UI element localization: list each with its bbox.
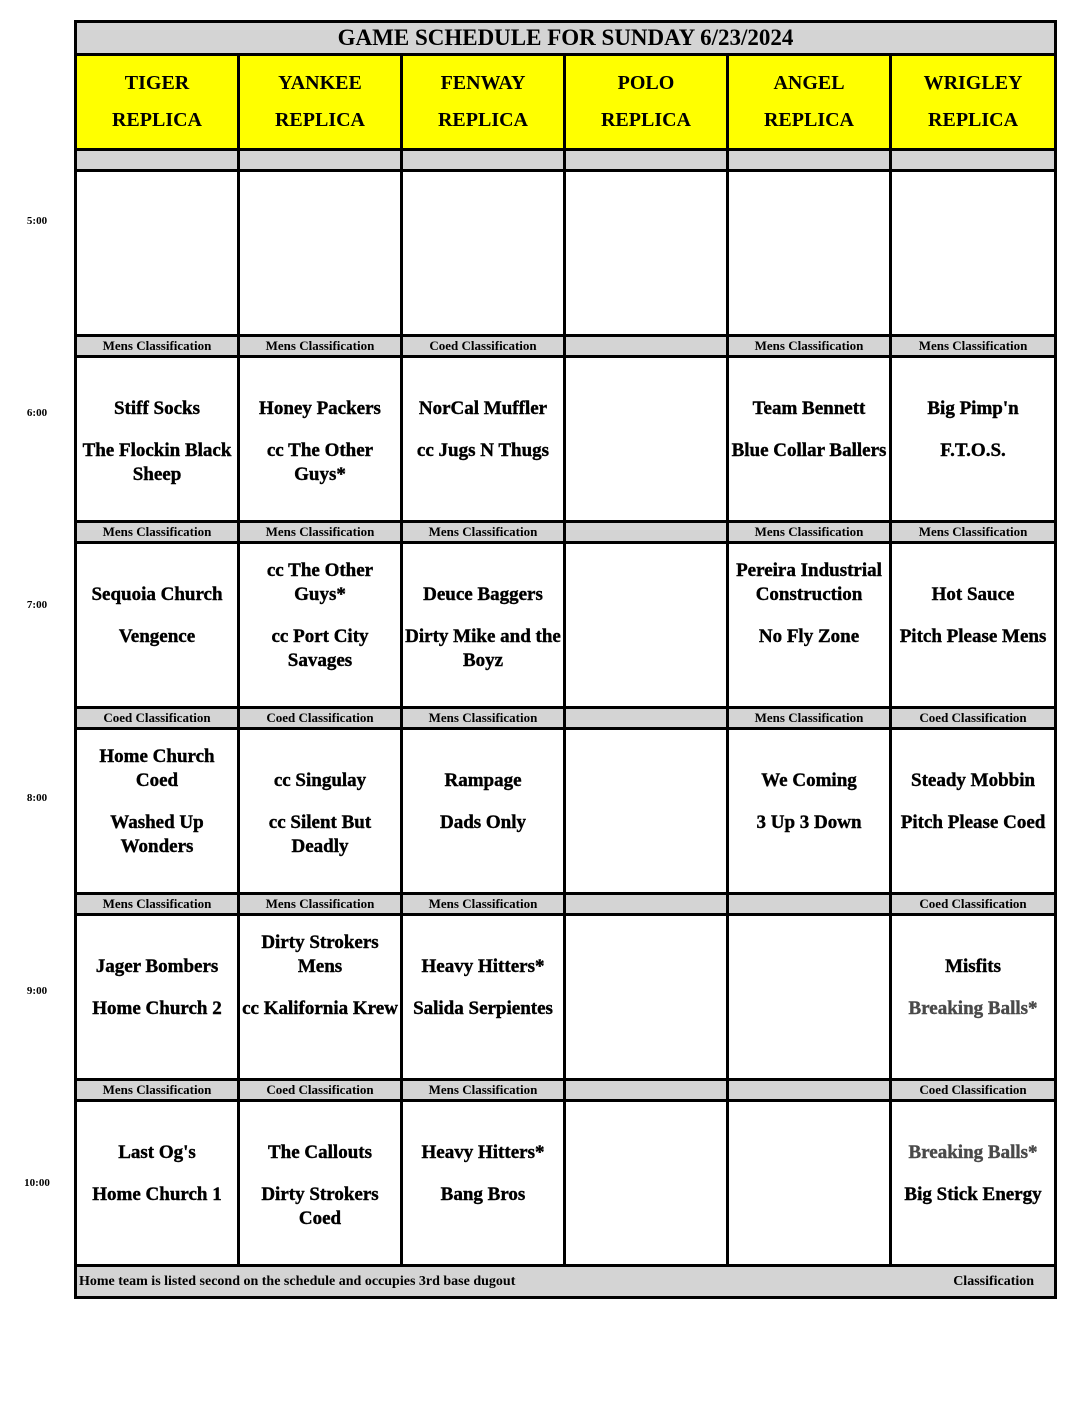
- away-team-name: Misfits: [945, 956, 1001, 977]
- game-cell: [565, 357, 728, 522]
- away-team-name: Steady Mobbin: [911, 770, 1036, 791]
- home-team-name: Salida Serpientes: [413, 998, 553, 1019]
- spacer-cell: [565, 150, 728, 171]
- empty-slot: [566, 730, 726, 892]
- classification-label: Mens Classification: [239, 894, 402, 915]
- game-cell: [728, 543, 891, 708]
- time-label-7: 7:00: [26, 599, 48, 611]
- game-cell: [891, 171, 1056, 336]
- game-cell: [891, 1101, 1056, 1266]
- away-team: [729, 544, 889, 625]
- away-team-name: Pereira Industrial Construction: [736, 560, 882, 605]
- empty-slot: [892, 172, 1054, 334]
- away-team-name: We Coming: [761, 770, 857, 791]
- game-cell: [402, 915, 565, 1080]
- game-cell: [239, 171, 402, 336]
- game-cell: [402, 729, 565, 894]
- game-cell: [402, 171, 565, 336]
- schedule-sheet: [74, 20, 1054, 1299]
- home-team-name: Pitch Please Mens: [899, 626, 1047, 647]
- away-team-name: Team Bennett: [752, 398, 866, 419]
- game-cell: [565, 171, 728, 336]
- classification-row: [76, 522, 1056, 543]
- classification-label: [728, 894, 891, 915]
- classification-label: [728, 1080, 891, 1101]
- footer-cell: [76, 1266, 1056, 1298]
- classification-label: Coed Classification: [891, 1080, 1056, 1101]
- venue-row: [76, 55, 1056, 150]
- away-team-name: Deuce Baggers: [423, 584, 543, 605]
- game-cell: [565, 543, 728, 708]
- schedule-title: GAME SCHEDULE FOR SUNDAY 6/23/2024: [76, 22, 1056, 55]
- home-team-name: The Flockin Black Sheep: [82, 440, 232, 485]
- away-team: [77, 1102, 237, 1183]
- empty-slot: [240, 172, 400, 334]
- away-team: [77, 916, 237, 997]
- game-cell: [76, 915, 239, 1080]
- classification-label: Mens Classification: [728, 708, 891, 729]
- home-team: [729, 439, 889, 520]
- home-team: [77, 811, 237, 892]
- home-team-name: 3 Up 3 Down: [756, 812, 862, 833]
- away-team-name: Heavy Hitters*: [421, 956, 545, 977]
- game-cell: [239, 543, 402, 708]
- game-cell: [728, 1101, 891, 1266]
- game-cell: [402, 1101, 565, 1266]
- home-team-name: cc Port City Savages: [271, 626, 369, 671]
- home-team-name: Home Church 1: [92, 1184, 222, 1205]
- empty-slot: [566, 358, 726, 520]
- away-team: [892, 916, 1054, 997]
- game-cell: [891, 543, 1056, 708]
- empty-slot: [77, 172, 237, 334]
- classification-label: Coed Classification: [891, 894, 1056, 915]
- game-cell: [565, 729, 728, 894]
- classification-label: Mens Classification: [76, 522, 239, 543]
- game-cell: [891, 729, 1056, 894]
- home-team-name: cc Jugs N Thugs: [416, 440, 550, 461]
- spacer-cell: [728, 150, 891, 171]
- away-team: [240, 544, 400, 625]
- away-team: [77, 358, 237, 439]
- home-team-name: Big Stick Energy: [904, 1184, 1042, 1205]
- game-row: [76, 1101, 1056, 1266]
- classification-label: Mens Classification: [402, 1080, 565, 1101]
- time-label-8: 8:00: [26, 792, 48, 804]
- away-team-name: Dirty Strokers Mens: [261, 932, 379, 977]
- away-team: [77, 730, 237, 811]
- home-team: [240, 439, 400, 520]
- away-team: [729, 730, 889, 811]
- footer-note: Home team is listed second on the schedule and occupies 3rd base dugout: [79, 1273, 516, 1289]
- home-team-name: Home Church 2: [92, 998, 222, 1019]
- spacer-cell: [239, 150, 402, 171]
- away-team: [892, 1102, 1054, 1183]
- venue-polo: POLO REPLICA: [565, 55, 728, 150]
- game-cell: [76, 1101, 239, 1266]
- classification-label: Mens Classification: [402, 894, 565, 915]
- away-team-name: NorCal Muffler: [418, 398, 548, 419]
- away-team-name: Rampage: [444, 770, 522, 791]
- home-team: [403, 439, 563, 520]
- empty-slot: [729, 916, 889, 1078]
- empty-slot: [729, 1102, 889, 1264]
- classification-label: Coed Classification: [239, 1080, 402, 1101]
- classification-label: Mens Classification: [891, 336, 1056, 357]
- schedule-table: [74, 20, 1057, 1299]
- empty-slot: [566, 172, 726, 334]
- away-team-name: Breaking Balls*: [908, 1142, 1038, 1163]
- away-team-name: Big Pimp'n: [927, 398, 1019, 419]
- away-team-name: Honey Packers: [259, 398, 381, 419]
- home-team: [729, 811, 889, 892]
- classification-label: Coed Classification: [239, 708, 402, 729]
- game-cell: [565, 1101, 728, 1266]
- game-cell: [76, 543, 239, 708]
- footer-row: [76, 1266, 1056, 1298]
- away-team: [403, 544, 563, 625]
- away-team-name: Sequoia Church: [91, 584, 223, 605]
- home-team: [77, 625, 237, 706]
- away-team-name: Hot Sauce: [931, 584, 1015, 605]
- home-team-name: Dirty Strokers Coed: [261, 1184, 379, 1229]
- home-team: [892, 439, 1054, 520]
- home-team: [403, 625, 563, 706]
- home-team-name: Dirty Mike and the Boyz: [405, 626, 561, 671]
- spacer-cell: [891, 150, 1056, 171]
- classification-label: Coed Classification: [891, 708, 1056, 729]
- away-team: [403, 730, 563, 811]
- classification-label: [565, 1080, 728, 1101]
- classification-label: Coed Classification: [402, 336, 565, 357]
- classification-label: Mens Classification: [76, 336, 239, 357]
- venue-tiger: TIGER REPLICA: [76, 55, 239, 150]
- classification-label: [565, 708, 728, 729]
- home-team: [892, 997, 1054, 1078]
- classification-row: [76, 336, 1056, 357]
- game-cell: [239, 1101, 402, 1266]
- classification-label: Mens Classification: [891, 522, 1056, 543]
- empty-slot: [566, 1102, 726, 1264]
- game-cell: [728, 729, 891, 894]
- home-team: [240, 625, 400, 706]
- empty-slot: [566, 916, 726, 1078]
- away-team-name: Home Church Coed: [99, 746, 215, 791]
- home-team-name: Washed Up Wonders: [110, 812, 204, 857]
- away-team-name: Jager Bombers: [95, 956, 219, 977]
- game-cell: [728, 171, 891, 336]
- home-team: [77, 439, 237, 520]
- game-cell: [239, 915, 402, 1080]
- home-team-name: Dads Only: [439, 812, 527, 833]
- away-team: [240, 358, 400, 439]
- away-team: [403, 916, 563, 997]
- game-cell: [728, 357, 891, 522]
- away-team: [892, 544, 1054, 625]
- game-cell: [76, 729, 239, 894]
- away-team: [240, 916, 400, 997]
- classification-label: Mens Classification: [728, 522, 891, 543]
- home-team-name: No Fly Zone: [758, 626, 860, 647]
- empty-slot: [729, 172, 889, 334]
- home-team-name: Bang Bros: [440, 1184, 526, 1205]
- spacer-cell: [76, 150, 239, 171]
- time-label-6: 6:00: [26, 407, 48, 419]
- classification-label: Mens Classification: [402, 708, 565, 729]
- game-cell: [891, 915, 1056, 1080]
- home-team: [77, 997, 237, 1078]
- game-row: [76, 357, 1056, 522]
- home-team: [403, 997, 563, 1078]
- classification-label: [565, 894, 728, 915]
- home-team: [240, 997, 400, 1078]
- home-team-name: Pitch Please Coed: [900, 812, 1046, 833]
- classification-row: [76, 894, 1056, 915]
- time-label-9: 9:00: [26, 985, 48, 997]
- home-team: [729, 625, 889, 706]
- home-team-name: cc Kalifornia Krew: [242, 998, 398, 1019]
- game-cell: [402, 543, 565, 708]
- away-team: [240, 730, 400, 811]
- title-row: [76, 22, 1056, 55]
- home-team: [892, 1183, 1054, 1264]
- classification-row: [76, 1080, 1056, 1101]
- spacer-row: [76, 150, 1056, 171]
- classification-label: Mens Classification: [76, 1080, 239, 1101]
- away-team-name: Stiff Socks: [113, 398, 201, 419]
- game-row: [76, 543, 1056, 708]
- away-team-name: cc Singulay: [273, 770, 367, 791]
- game-row: [76, 915, 1056, 1080]
- away-team: [403, 1102, 563, 1183]
- home-team-name: F.T.O.S.: [940, 440, 1006, 461]
- game-cell: [76, 171, 239, 336]
- classification-label: [565, 336, 728, 357]
- game-cell: [402, 357, 565, 522]
- empty-slot: [566, 544, 726, 706]
- game-row: [76, 729, 1056, 894]
- home-team: [892, 811, 1054, 892]
- time-label-5: 5:00: [26, 215, 48, 227]
- away-team: [403, 358, 563, 439]
- game-cell: [565, 915, 728, 1080]
- venue-yankee: YANKEE REPLICA: [239, 55, 402, 150]
- game-cell: [76, 357, 239, 522]
- game-cell: [239, 729, 402, 894]
- game-cell: [891, 357, 1056, 522]
- home-team: [240, 1183, 400, 1264]
- away-team: [892, 358, 1054, 439]
- away-team-name: The Callouts: [268, 1142, 372, 1163]
- away-team-name: Heavy Hitters*: [421, 1142, 545, 1163]
- classification-label: Mens Classification: [239, 336, 402, 357]
- away-team: [77, 544, 237, 625]
- venue-fenway: FENWAY REPLICA: [402, 55, 565, 150]
- classification-label: Mens Classification: [728, 336, 891, 357]
- game-row: [76, 171, 1056, 336]
- classification-label: [565, 522, 728, 543]
- classification-label: Mens Classification: [402, 522, 565, 543]
- away-team: [240, 1102, 400, 1183]
- home-team-name: Breaking Balls*: [908, 998, 1038, 1019]
- classification-label: Mens Classification: [239, 522, 402, 543]
- game-cell: [239, 357, 402, 522]
- home-team-name: cc The Other Guys*: [266, 440, 374, 485]
- home-team: [403, 1183, 563, 1264]
- time-label-10: 10:00: [24, 1177, 50, 1189]
- home-team: [403, 811, 563, 892]
- away-team: [729, 358, 889, 439]
- venue-wrigley: WRIGLEY REPLICA: [891, 55, 1056, 150]
- home-team: [240, 811, 400, 892]
- classification-row: [76, 708, 1056, 729]
- classification-label: Coed Classification: [76, 708, 239, 729]
- away-team: [892, 730, 1054, 811]
- venue-angel: ANGEL REPLICA: [728, 55, 891, 150]
- home-team-name: cc Silent But Deadly: [268, 812, 372, 857]
- home-team: [892, 625, 1054, 706]
- home-team: [77, 1183, 237, 1264]
- time-column: [0, 0, 74, 1408]
- footer-classification: Classification: [953, 1273, 1035, 1289]
- away-team-name: cc The Other Guys*: [266, 560, 374, 605]
- spacer-cell: [402, 150, 565, 171]
- away-team-name: Last Og's: [118, 1142, 196, 1163]
- classification-label: Mens Classification: [76, 894, 239, 915]
- game-cell: [728, 915, 891, 1080]
- empty-slot: [403, 172, 563, 334]
- home-team-name: Vengence: [118, 626, 196, 647]
- home-team-name: Blue Collar Ballers: [731, 440, 887, 461]
